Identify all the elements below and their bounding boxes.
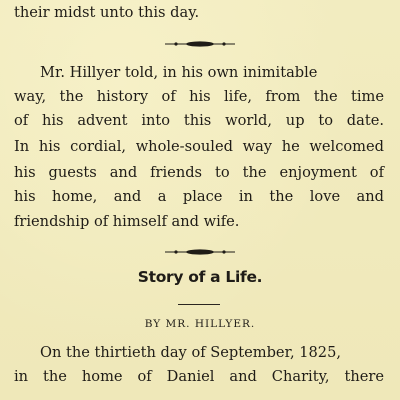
paragraph-2-line-1: On the thirtieth day of September, 1825, <box>40 344 341 361</box>
paragraph-1-line-3: of his advent into this world, up to date. <box>14 112 384 129</box>
ornament-divider-middle <box>0 248 400 256</box>
paragraph-1-line-2: way, the history of his life, from the time <box>14 88 384 105</box>
paragraph-2-line-2: in the home of Daniel and Charity, there <box>14 368 384 385</box>
section-byline: BY MR. HILLYER. <box>144 318 256 330</box>
ornament-divider-top <box>0 40 400 48</box>
text-line-opening: their midst unto this day. <box>14 4 200 21</box>
paragraph-1-line-1: Mr. Hillyer told, in his own inimitable <box>40 64 318 81</box>
paragraph-1-line-4: In his cordial, whole-souled way he welcomed <box>14 138 384 155</box>
paragraph-1-line-5: his guests and friends to the enjoyment of <box>14 164 384 181</box>
title-underline-rule <box>178 304 220 305</box>
section-title: Story of a Life. <box>137 268 263 286</box>
paragraph-1-line-6: his home, and a place in the love and <box>14 188 384 205</box>
paragraph-1-line-7: friendship of himself and wife. <box>14 213 240 230</box>
